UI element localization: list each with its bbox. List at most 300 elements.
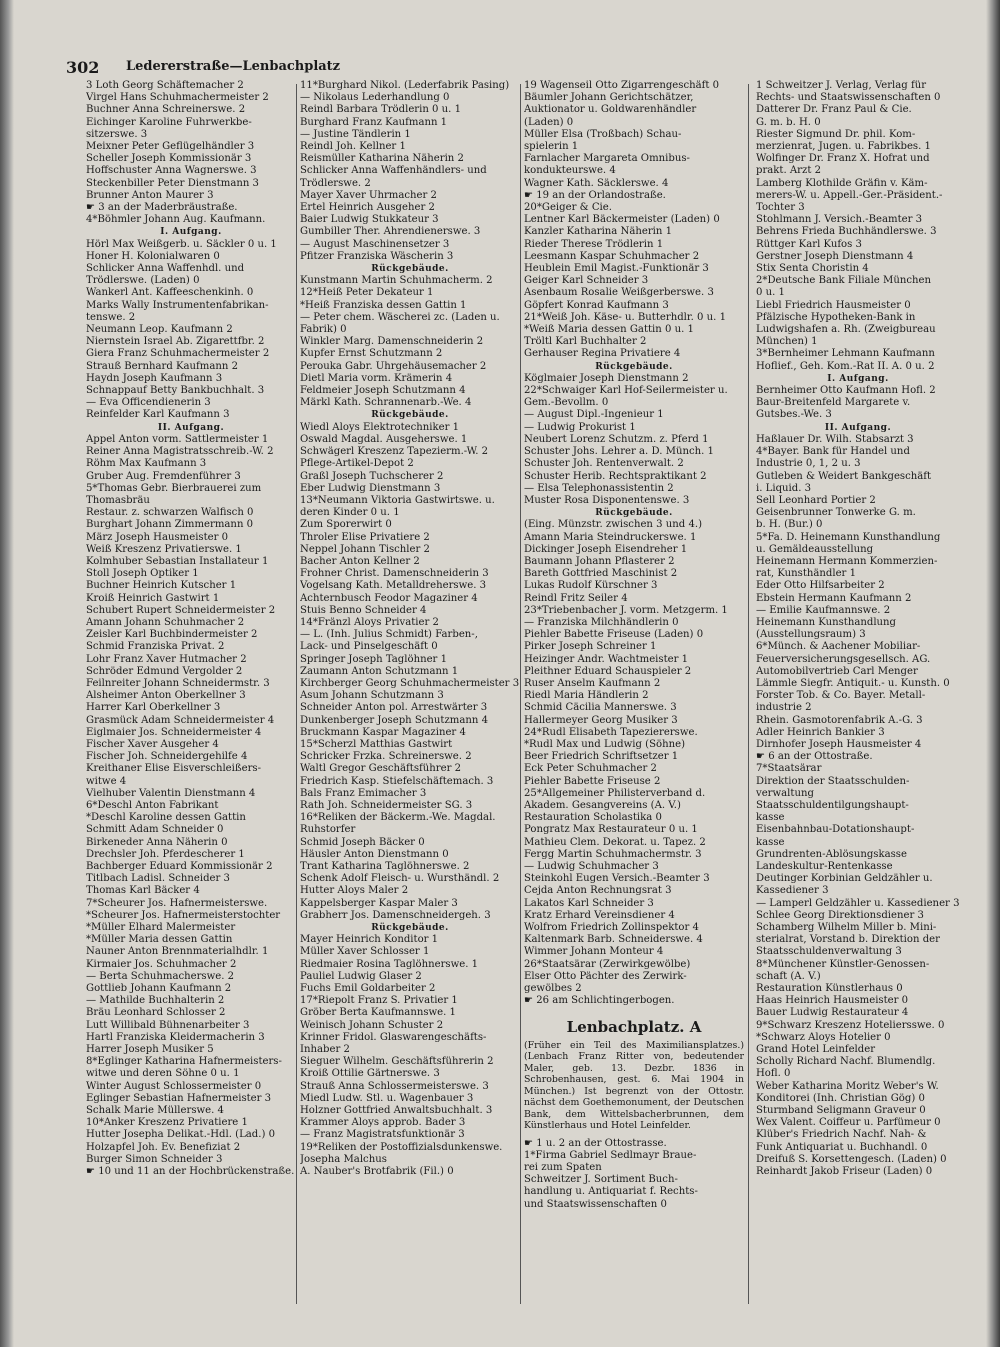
right-page-edge: [986, 0, 1000, 1347]
directory-entry: Fabrik) 0: [300, 324, 347, 336]
directory-entry: — Franz Magistratsfunktionär 3: [300, 1129, 465, 1141]
directory-entry: Kreithaner Elise Eisverschleißers-: [86, 763, 262, 775]
directory-entry: Pfitzer Franziska Wäscherin 3: [300, 250, 454, 262]
directory-entry: 8*Münchener Künstler-Genossen-: [756, 958, 930, 970]
directory-entry: — Ludwig Prokurist 1: [524, 421, 636, 433]
directory-entry: — Berta Schuhmacherswe. 2: [86, 970, 235, 982]
directory-entry: Kunstmann Martin Schuhmacherm. 2: [300, 275, 493, 287]
directory-entry: — Elsa Telephonassistentin 2: [524, 482, 674, 494]
directory-entry: Akadem. Gesangvereins (A. V.): [524, 799, 681, 811]
directory-entry: Honer H. Kolonialwaren 0: [86, 250, 220, 262]
directory-entry: Piehler Babette Friseuse (Laden) 0: [524, 629, 704, 641]
directory-entry: Gerstner Joseph Dienstmann 4: [756, 250, 914, 262]
directory-entry: Wankerl Ant. Kaffeeschenkinh. 0: [86, 287, 254, 299]
directory-entry: II. Aufgang.: [157, 422, 225, 433]
directory-entry: I. Aufgang.: [827, 373, 889, 384]
directory-entry: 15*Scherzl Matthias Gastwirt: [300, 738, 453, 750]
directory-entry: Weiß Kreszenz Privatierswe. 1: [86, 543, 242, 555]
directory-entry: — Emilie Kaufmannswe. 2: [756, 604, 891, 616]
directory-entry: Oswald Magdal. Ausgeherswe. 1: [300, 433, 468, 445]
directory-entry: März Joseph Hausmeister 0: [86, 531, 229, 543]
directory-entry: Scheller Joseph Kommissionär 3: [86, 153, 252, 165]
directory-entry: Grand Hotel Leinfelder: [756, 1044, 876, 1056]
directory-entry: Schmid Joseph Bäcker 0: [300, 836, 425, 848]
directory-entry: witwe 4: [86, 775, 127, 787]
directory-entry: Vogelsang Kath. Metalldreherswe. 3: [300, 580, 487, 592]
directory-entry: Rath Joh. Schneidermeister SG. 3: [300, 799, 473, 811]
directory-entry: Wagner Kath. Säcklerswe. 4: [524, 177, 669, 189]
directory-entry: 13*Neumann Viktoria Gastwirtswe. u.: [300, 494, 495, 506]
directory-entry: Bruckmann Kaspar Magaziner 4: [300, 726, 466, 738]
directory-entry: Friedrich Kasp. Stiefelschäftemach. 3: [300, 775, 494, 787]
directory-entry: Bernheimer Otto Kaufmann Hofl. 2: [756, 385, 936, 397]
directory-column-3: [524, 80, 744, 1320]
directory-entry: Gutsbes.-We. 3: [756, 409, 832, 421]
directory-entry: Lentner Karl Bäckermeister (Laden) 0: [524, 214, 720, 226]
directory-entry: Harrer Karl Oberkellner 3: [86, 702, 221, 714]
directory-entry: Göpfert Konrad Kaufmann 3: [524, 299, 669, 311]
directory-entry: 0 u. 1: [756, 287, 785, 299]
directory-entry: Wimmer Johann Monteur 4: [524, 946, 664, 958]
directory-entry: Gutleben & Weidert Bankgeschäft: [756, 470, 932, 482]
directory-entry: Strauß Bernhard Kaufmann 2: [86, 360, 239, 372]
directory-entry: 5*Fa. D. Heinemann Kunsthandlung: [756, 531, 941, 543]
directory-entry: (Ausstellungsraum) 3: [756, 629, 866, 641]
directory-entry: Reindl Joh. Kellner 1: [300, 141, 406, 153]
directory-entry: Landeskultur-Rentenkasse: [756, 861, 893, 872]
directory-entry: Giera Franz Schuhmachermeister 2: [86, 348, 270, 360]
directory-entry: Schuster Joh. Rentenverwalt. 2: [524, 458, 684, 470]
directory-entry: Holzner Gottfried Anwaltsbuchhalt. 3: [300, 1105, 493, 1117]
directory-entry: Fergg Martin Schuhmachermstr. 3: [524, 848, 702, 860]
directory-entry: Riedmaier Rosina Taglöhnerswe. 1: [300, 958, 479, 970]
directory-entry: Hallermeyer Georg Musiker 3: [524, 714, 678, 726]
directory-entry: Schlee Georg Direktionsdiener 3: [756, 909, 924, 921]
directory-entry: Tröltl Karl Buchhalter 2: [524, 336, 647, 348]
directory-entry: Märkl Kath. Schrannenarb.-We. 4: [300, 397, 472, 409]
directory-entry: Eiglmaier Jos. Schneidermeister 4: [86, 726, 262, 738]
directory-entry: Kroiß Heinrich Gastwirt 1: [86, 592, 220, 604]
directory-entry: 4*Bayer. Bank für Handel und: [756, 446, 910, 458]
directory-entry: Rückgebäude.: [371, 410, 449, 421]
directory-entry: Ruhstorfer: [300, 824, 356, 836]
directory-entry: *Müller Elhard Malermeister: [86, 922, 236, 934]
directory-entry: Bräu Leonhard Schlosser 2: [86, 1007, 226, 1019]
directory-entry: rei zum Spaten: [524, 1162, 602, 1174]
directory-entry: Lack- und Pinselgeschäft 0: [300, 641, 438, 653]
directory-entry: Staatsschuldentilgungshaupt-: [756, 799, 909, 811]
directory-entry: *Scheurer Jos. Hafnermeisterstochter: [86, 909, 281, 921]
directory-entry: Springer Joseph Taglöhner 1: [300, 653, 448, 665]
directory-entry: Fischer Joh. Schneidergehilfe 4: [86, 751, 248, 763]
directory-entry: Dreifuß S. Korsettengesch. (Laden) 0: [756, 1153, 947, 1165]
directory-entry: verwaltung: [756, 787, 814, 799]
directory-entry: ☛ 26 am Schlichtingerbogen.: [524, 995, 675, 1007]
directory-entry: Piehler Babette Friseuse 2: [524, 775, 661, 787]
directory-entry: Hutter Aloys Maler 2: [300, 885, 409, 897]
directory-entry: Kupfer Ernst Schutzmann 2: [300, 348, 443, 360]
directory-entry: Beer Friedrich Schriftsetzer 1: [524, 751, 679, 763]
directory-entry: Pirker Joseph Schreiner 1: [524, 641, 657, 653]
directory-entry: 6*Münch. & Aachener Mobiliar-: [756, 641, 921, 653]
directory-entry: Waltl Gregor Geschäftsführer 2: [300, 763, 462, 775]
directory-entry: Leesmann Kaspar Schuhmacher 2: [524, 250, 700, 262]
directory-entry: Thomasbräu: [86, 494, 150, 506]
directory-entry: Klüber's Friedrich Nachf. Nah- &: [756, 1129, 927, 1141]
directory-entry: Geiger Karl Schneider 3: [524, 275, 649, 287]
directory-entry: Wolfrom Friedrich Zollinspektor 4: [524, 922, 699, 934]
running-head: Ledererstraße—Lenbachplatz: [126, 59, 341, 74]
directory-entry: Gumbiller Ther. Ahrendienerswe. 3: [300, 226, 481, 238]
directory-entry: Trödlerswe. 2: [300, 177, 371, 189]
directory-entry: merers-W. u. Appell.-Ger.-Präsident.-: [756, 189, 943, 201]
directory-entry: 16*Reliken der Bäckerm.-We. Magdal.: [300, 812, 496, 824]
directory-entry: Asenbaum Rosalie Weißgerberswe. 3: [524, 287, 714, 299]
directory-entry: Zaumann Anton Schutzmann 1: [300, 665, 459, 677]
directory-entry: Dunkenberger Joseph Schutzmann 4: [300, 714, 489, 726]
directory-entry: Schalk Marie Müllerswe. 4: [86, 1105, 224, 1117]
directory-entry: 21*Weiß Joh. Käse- u. Butterhdlr. 0 u. 1: [524, 311, 727, 323]
directory-entry: Vielhuber Valentin Dienstmann 4: [86, 787, 256, 799]
directory-entry: 2*Deutsche Bank Filiale München: [756, 275, 931, 287]
directory-entry: ☛ 1 u. 2 an der Ottostrasse.: [524, 1137, 667, 1149]
directory-entry: Bäumler Johann Gerichtschätzer,: [524, 92, 694, 104]
directory-entry: Achternbusch Feodor Magaziner 4: [300, 592, 478, 604]
directory-entry: Stoll Joseph Optiker 1: [86, 568, 199, 580]
directory-entry: Datterer Dr. Franz Paul & Cie.: [756, 104, 912, 116]
directory-entry: Feldmeier Joseph Schutzmann 4: [300, 385, 466, 397]
directory-entry: Buchner Anna Schreinerswe. 2: [86, 104, 246, 116]
directory-entry: Reinhardt Jakob Friseur (Laden) 0: [756, 1166, 933, 1178]
directory-column-4: [756, 80, 960, 1320]
directory-entry: Rechts- und Staatswissenschaften 0: [756, 92, 941, 104]
directory-entry: Marks Wally Instrumentenfabrikan-: [86, 299, 269, 311]
directory-entry: Reismüller Katharina Näherin 2: [300, 153, 464, 165]
directory-entry: Rieder Therese Trödlerin 1: [524, 238, 664, 250]
directory-entry: Schlicker Anna Waffenhdl. und: [86, 263, 245, 275]
directory-entry: Heinemann Hermann Kommerzien-: [756, 555, 938, 567]
directory-entry: Riester Sigmund Dr. phil. Kom-: [756, 128, 916, 140]
directory-entry: Lakatos Karl Schneider 3: [524, 897, 654, 909]
directory-entry: Kaltenmark Barb. Schneiderswe. 4: [524, 934, 703, 946]
directory-entry: Eglinger Sebastian Hafnermeister 3: [86, 1092, 272, 1104]
directory-entry: rat, Kunsthändler 1: [756, 568, 857, 580]
directory-entry: Schmid Cäcilia Mannerswe. 3: [524, 702, 677, 714]
column-rule: [520, 84, 521, 1304]
directory-entry: Asum Johann Schutzmann 3: [300, 690, 444, 702]
directory-entry: Schubert Rupert Schneidermeister 2: [86, 604, 276, 616]
directory-entry: Eichinger Karoline Fuhrwerkbe-: [86, 116, 252, 128]
directory-entry: 26*Staatsärar (Zerwirkgewölbe): [524, 958, 691, 970]
directory-entry: Hutter Josepha Delikat.-Hdl. (Lad.) 0: [86, 1129, 276, 1141]
directory-entry: Grundrenten-Ablösungskasse: [756, 848, 907, 860]
directory-entry: *Müller Maria dessen Gattin: [86, 934, 233, 946]
directory-entry: Eder Otto Hilfsarbeiter 2: [756, 580, 885, 592]
directory-entry: Wolfinger Dr. Franz X. Hofrat und: [756, 153, 930, 165]
directory-entry: Steckenbiller Peter Dienstmann 3: [86, 177, 259, 189]
directory-entry: Bauer Ludwig Restaurateur 4: [756, 1007, 909, 1019]
directory-entry: Adler Heinrich Bankier 3: [756, 726, 885, 738]
directory-entry: Behrens Frieda Buchhändlerswe. 3: [756, 226, 937, 238]
directory-entry: Haas Heinrich Hausmeister 0: [756, 995, 909, 1007]
directory-entry: u. Gemäldeausstellung: [756, 543, 874, 555]
directory-entry: 22*Schwaiger Karl Hof-Seilermeister u.: [524, 385, 728, 397]
directory-entry: Weinisch Johann Schuster 2: [300, 1019, 444, 1031]
directory-entry: Graßl Joseph Tuchscherer 2: [300, 470, 444, 482]
directory-entry: und Staatswissenschaften 0: [524, 1198, 667, 1210]
directory-entry: Schuster Johs. Lehrer a. D. Münch. 1: [524, 446, 714, 458]
directory-entry: handlung u. Antiquariat f. Rechts-: [524, 1186, 698, 1198]
directory-entry: Reinfelder Karl Kaufmann 3: [86, 409, 230, 421]
directory-entry: Gröber Berta Kaufmannswe. 1: [300, 1007, 456, 1019]
directory-entry: kasse: [756, 836, 785, 848]
directory-entry: Dietl Maria vorm. Krämerin 4: [300, 372, 453, 384]
directory-entry: Heizinger Andr. Wachtmeister 1: [524, 653, 689, 665]
directory-entry: II. Aufgang.: [824, 422, 892, 433]
directory-entry: Liebl Friedrich Hausmeister 0: [756, 299, 911, 311]
directory-entry: ☛ 19 an der Orlandostraße.: [524, 189, 666, 201]
directory-entry: Heinemann Kunsthandlung: [756, 616, 897, 628]
directory-entry: Frohner Christ. Damenschneiderin 3: [300, 568, 489, 580]
directory-entry: 20*Geiger & Cie.: [524, 202, 612, 214]
directory-entry: München) 1: [756, 336, 818, 348]
directory-entry: Restauration Scholastika 0: [524, 812, 662, 824]
directory-entry: Burghart Johann Zimmermann 0: [86, 519, 254, 531]
directory-entry: Gottlieb Johann Kaufmann 2: [86, 983, 232, 995]
directory-entry: Gerhauser Regina Privatiere 4: [524, 348, 681, 360]
directory-entry: Appel Anton vorm. Sattlermeister 1: [86, 433, 269, 445]
column-rule: [748, 84, 749, 1304]
directory-entry: — Eva Officendienerin 3: [86, 397, 211, 409]
directory-entry: Ruser Anselm Kaufmann 2: [524, 677, 661, 689]
directory-entry: 3*Bernheimer Lehmann Kaufmann: [756, 348, 935, 360]
directory-entry: sitzerswe. 3: [86, 128, 148, 140]
section-title: Lenbachplatz. A: [566, 1018, 702, 1037]
directory-entry: 5*Thomas Gebr. Bierbrauerei zum: [86, 482, 262, 494]
directory-entry: merzienrat, Jugen. u. Fabrikbes. 1: [756, 141, 931, 153]
directory-entry: Reiner Anna Magistratsschreib.-W. 2: [86, 446, 274, 458]
directory-entry: Reindl Barbara Trödlerin 0 u. 1: [300, 104, 462, 116]
directory-entry: Restaur. z. schwarzen Walfisch 0: [86, 507, 254, 519]
directory-entry: Tochter 3: [756, 202, 805, 214]
directory-entry: 6*Deschl Anton Fabrikant: [86, 799, 219, 811]
directory-entry: (Laden) 0: [524, 116, 574, 128]
directory-entry: Strauß Anna Schlossermeisterswe. 3: [300, 1080, 489, 1092]
directory-entry: Rückgebäude.: [371, 264, 449, 275]
directory-entry: (Eing. Münzstr. zwischen 3 und 4.): [524, 519, 703, 531]
directory-entry: Kirmaier Jos. Schuhmacher 2: [86, 958, 237, 970]
directory-entry: Ludwigshafen a. Rh. (Zweigbureau: [756, 324, 936, 336]
directory-entry: Farnlacher Margareta Omnibus-: [524, 153, 690, 165]
directory-entry: Elser Otto Pächter des Zerwirk-: [524, 970, 687, 982]
directory-entry: *Deschl Karoline dessen Gattin: [86, 812, 246, 824]
directory-entry: Bacher Anton Kellner 2: [300, 555, 420, 567]
directory-entry: Kassediener 3: [756, 885, 829, 897]
directory-entry: Kanzler Katharina Näherin 1: [524, 226, 673, 238]
directory-entry: Bachberger Eduard Kommissionär 2: [86, 861, 273, 872]
section-note: (Früher ein Teil des Maximiliansplatzes.) (Lenbach Franz Ritter von, bedeutender Maler, geb. 13. Dezbr. 1836 in Schrobenhausen, gest. 6. Mai 1904 in München.) Ist begrenzt von der Ottostr. nächst dem Goethemonument, der Deutschen Bank, dem Wittelsbacherbrunnen, dem Künstlerhaus und Hotel Leinfelder.: [524, 1039, 744, 1132]
directory-entry: Reindl Fritz Seiler 4: [524, 592, 628, 604]
directory-entry: Stohlmann J. Versich.-Beamter 3: [756, 214, 923, 226]
directory-entry: Dickinger Joseph Eisendreher 1: [524, 543, 688, 555]
directory-entry: — Lamperl Geldzähler u. Kassediener 3: [756, 897, 960, 909]
directory-entry: Krammer Aloys approb. Bader 3: [300, 1117, 466, 1129]
directory-entry: Bareth Gottfried Maschinist 2: [524, 568, 678, 580]
directory-entry: Schröder Edmund Vergolder 2: [86, 665, 243, 677]
directory-entry: Lohr Franz Xaver Hutmacher 2: [86, 653, 247, 665]
directory-entry: Köglmaier Joseph Dienstmann 2: [524, 372, 689, 384]
directory-entry: Trödlerswe. (Laden) 0: [86, 275, 200, 287]
page-header: [66, 58, 966, 80]
directory-entry: i. Liquid. 3: [756, 482, 812, 494]
directory-entry: Rückgebäude.: [371, 923, 449, 934]
directory-entry: Sturmband Seligmann Graveur 0: [756, 1105, 926, 1117]
directory-entry: Virgel Hans Schuhmachermeister 2: [86, 92, 269, 104]
directory-entry: Neppel Johann Tischler 2: [300, 543, 430, 555]
directory-entry: Birkeneder Anna Näherin 0: [86, 836, 228, 848]
directory-entry: Amann Maria Steindruckerswe. 1: [524, 531, 697, 543]
directory-entry: Miedl Ludw. Stl. u. Wagenbauer 3: [300, 1092, 474, 1104]
directory-entry: Häusler Anton Dienstmann 0: [300, 848, 449, 860]
directory-entry: 1 Schweitzer J. Verlag, Verlag für: [756, 80, 927, 91]
directory-entry: Schuster Herib. Rechtspraktikant 2: [524, 470, 707, 482]
directory-entry: Muster Rosa Disponentenswe. 3: [524, 494, 690, 506]
directory-entry: Kratz Erhard Vereinsdiener 4: [524, 909, 675, 921]
directory-entry: 24*Rudl Elisabeth Tapeziererswe.: [524, 726, 698, 738]
directory-entry: — Peter chem. Wäscherei zc. (Laden u.: [300, 311, 500, 323]
directory-entry: Baier Ludwig Stukkateur 3: [300, 214, 439, 226]
directory-entry: *Heiß Franziska dessen Gattin 1: [300, 299, 467, 311]
directory-entry: Burghard Franz Kaufmann 1: [300, 116, 448, 128]
directory-entry: Lutt Willibald Bühnenarbeiter 3: [86, 1019, 250, 1031]
directory-entry: gewölbes 2: [524, 983, 582, 995]
directory-entry: Deutinger Korbinian Geldzähler u.: [756, 873, 933, 885]
directory-entry: I. Aufgang.: [160, 227, 222, 238]
directory-entry: Schamberg Wilhelm Miller b. Mini-: [756, 922, 937, 934]
directory-entry: Eck Peter Schuhmacher 2: [524, 763, 657, 775]
directory-entry: prakt. Arzt 2: [756, 165, 822, 177]
directory-entry: Baur-Breitenfeld Margarete v.: [756, 397, 911, 409]
directory-entry: Drechsler Joh. Pferdescherer 1: [86, 848, 245, 860]
directory-entry: Niernstein Israel Ab. Zigarettfbr. 2: [86, 336, 265, 348]
directory-entry: Fuchs Emil Goldarbeiter 2: [300, 983, 436, 995]
directory-entry: Pfälzische Hypotheken-Bank in: [756, 311, 916, 323]
directory-entry: Schmitt Adam Schneider 0: [86, 824, 224, 836]
directory-entry: Sieguer Wilhelm. Geschäftsführerin 2: [300, 1056, 494, 1068]
directory-entry: Müller Xaver Schlosser 1: [300, 946, 430, 958]
directory-entry: — August Dipl.-Ingenieur 1: [524, 409, 664, 421]
column-rule: [296, 84, 297, 1304]
directory-entry: witwe und deren Söhne 0 u. 1: [86, 1068, 240, 1080]
directory-entry: Hofl. 0: [756, 1068, 791, 1080]
directory-entry: Rüttger Karl Kufos 3: [756, 238, 862, 250]
directory-entry: kondukteurswe. 4: [524, 165, 616, 177]
directory-entry: Brunner Anton Maurer 3: [86, 189, 214, 201]
directory-entry: 8*Eglinger Katharina Hafnermeisters-: [86, 1056, 282, 1068]
directory-entry: Zeisler Karl Buchbindermeister 2: [86, 629, 258, 641]
directory-entry: Feuerversicherungsgesellsch. AG.: [756, 653, 931, 665]
directory-entry: Sell Leonhard Portier 2: [756, 494, 876, 506]
directory-entry: Grasmück Adam Schneidermeister 4: [86, 714, 275, 726]
directory-entry: — Justine Tändlerin 1: [300, 128, 411, 140]
directory-entry: Schwägerl Kreszenz Tapezierm.-W. 2: [300, 446, 489, 458]
directory-entry: ☛ 10 und 11 an der Hochbrückenstraße.: [86, 1166, 295, 1178]
page-number: 302: [66, 58, 100, 77]
directory-entry: Krinner Fridol. Glaswarengeschäfts-: [300, 1031, 487, 1043]
directory-entry: G. m. b. H. 0: [756, 116, 821, 128]
directory-entry: tenswe. 2: [86, 311, 136, 323]
directory-entry: 3 Loth Georg Schäftemacher 2: [86, 80, 244, 91]
directory-entry: Wiedl Aloys Elektrotechniker 1: [300, 421, 460, 433]
directory-column-2: [300, 80, 520, 1320]
directory-entry: Stix Senta Choristin 4: [756, 263, 869, 275]
directory-entry: sterialrat, Vorstand b. Direktion der: [756, 934, 940, 946]
directory-entry: Baumann Johann Pflasterer 2: [524, 555, 675, 567]
directory-entry: Müller Elsa (Troßbach) Schau-: [524, 128, 682, 140]
directory-entry: Stuis Benno Schneider 4: [300, 604, 427, 616]
directory-entry: Eber Ludwig Dienstmann 3: [300, 482, 441, 494]
directory-entry: Throler Elise Privatiere 2: [300, 531, 430, 543]
directory-entry: Pleithner Eduard Schauspieler 2: [524, 665, 692, 677]
directory-entry: 7*Staatsärar: [756, 763, 822, 775]
directory-entry: Amann Johann Schuhmacher 2: [86, 616, 245, 628]
directory-entry: Ertel Heinrich Ausgeher 2: [300, 202, 435, 214]
directory-entry: Winter August Schlossermeister 0: [86, 1080, 262, 1092]
directory-entry: Lämmle Siegfr. Antiquit.- u. Kunsth. 0: [756, 677, 950, 689]
directory-entry: Geisenbrunner Tonwerke G. m.: [756, 507, 916, 519]
directory-entry: Buchner Heinrich Kutscher 1: [86, 580, 237, 592]
directory-entry: Hörl Max Weißgerb. u. Säckler 0 u. 1: [86, 238, 277, 250]
directory-entry: kasse: [756, 812, 785, 824]
column-3-entries: [524, 80, 744, 1007]
directory-entry: Schenk Adolf Fleisch- u. Wursthändl. 2: [300, 873, 500, 885]
directory-entry: *Weiß Maria dessen Gattin 0 u. 1: [524, 324, 694, 336]
directory-entry: — Mathilde Buchhalterin 2: [86, 995, 225, 1007]
directory-entry: Hartl Franziska Kleidermacherin 3: [86, 1031, 265, 1043]
directory-entry: Mayer Xaver Uhrmacher 2: [300, 189, 437, 201]
directory-entry: 17*Riepolt Franz S. Privatier 1: [300, 995, 458, 1007]
directory-entry: Automobilvertrieb Carl Menger: [756, 665, 918, 677]
directory-entry: — Franziska Milchhändlerin 0: [524, 616, 679, 628]
directory-entry: Inhaber 2: [300, 1044, 350, 1056]
directory-entry: *Rudl Max und Ludwig (Söhne): [524, 738, 686, 750]
directory-entry: Forster Tob. & Co. Bayer. Metall-: [756, 690, 926, 702]
directory-entry: Mayer Heinrich Konditor 1: [300, 934, 439, 946]
directory-entry: Pauliel Ludwig Glaser 2: [300, 970, 422, 982]
directory-entry: Winkler Marg. Damenschneiderin 2: [300, 336, 484, 348]
directory-entry: Eisenbahnbau-Dotationshaupt-: [756, 824, 915, 836]
directory-entry: Wex Valent. Coiffeur u. Parfümeur 0: [756, 1117, 941, 1129]
directory-entry: Harrer Joseph Musiker 5: [86, 1044, 214, 1056]
directory-entry: *Schwarz Aloys Hotelier 0: [756, 1031, 891, 1043]
directory-entry: A. Nauber's Brotfabrik (Fil.) 0: [300, 1166, 454, 1178]
directory-entry: Schnappauf Betty Bankbuchhalt. 3: [86, 385, 265, 397]
directory-entry: Bals Franz Emimacher 3: [300, 787, 427, 799]
directory-entry: deren Kinder 0 u. 1: [300, 507, 400, 519]
directory-entry: Perouka Gabr. Uhrgehäusemacher 2: [300, 360, 487, 372]
directory-entry: Pflege-Artikel-Depot 2: [300, 458, 414, 470]
directory-entry: Pongratz Max Restaurateur 0 u. 1: [524, 824, 698, 836]
directory-entry: Kirchberger Georg Schuhmachermeister 3: [300, 677, 520, 689]
directory-entry: Schlicker Anna Waffenhändlers- und: [300, 165, 487, 177]
directory-entry: industrie 2: [756, 702, 812, 714]
directory-entry: Lukas Rudolf Kürschner 3: [524, 580, 658, 592]
directory-entry: Rückgebäude.: [595, 508, 673, 519]
directory-entry: 7*Scheurer Jos. Hafnermeisterswe.: [86, 897, 268, 909]
directory-entry: spielerin 1: [524, 141, 579, 153]
directory-entry: Scholly Richard Nachf. Blumendlg.: [756, 1056, 936, 1068]
directory-entry: Lamberg Klothilde Gräfin v. Käm-: [756, 177, 928, 189]
